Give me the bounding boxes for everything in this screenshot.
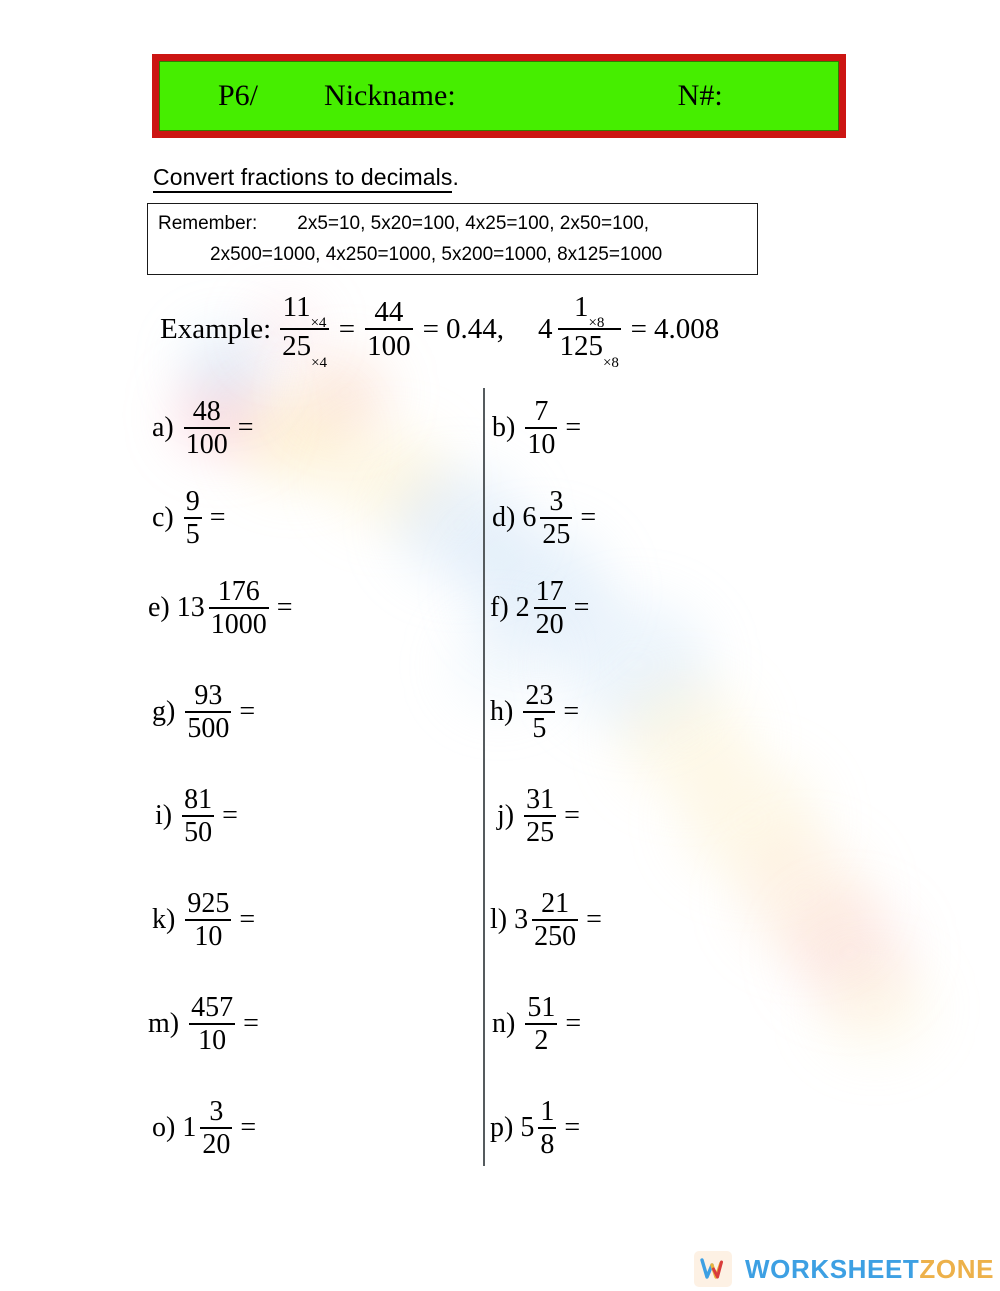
- problem-m[interactable]: [148, 993, 259, 1055]
- example-fraction-1-den-multiplier: ×4: [311, 354, 327, 371]
- problem-e-denominator: 1000: [210, 609, 267, 641]
- problem-b-numerator: 7: [534, 396, 549, 427]
- problem-l-label: l): [490, 904, 508, 936]
- problem-c-numerator: 9: [185, 486, 200, 517]
- problem-e-fraction: [209, 577, 269, 639]
- problem-o-whole-number: 1: [182, 1112, 197, 1144]
- problem-l-denominator: 250: [534, 921, 577, 953]
- problem-g-denominator: 500: [187, 713, 230, 745]
- problem-d-label: d): [492, 502, 516, 534]
- problem-p-numerator: 1: [540, 1096, 555, 1127]
- problem-f-equals: =: [573, 592, 590, 624]
- problem-h-numerator: 23: [525, 680, 554, 711]
- problem-f-numerator: 17: [535, 576, 564, 607]
- problem-f-label: f): [490, 592, 509, 624]
- class-label: P6/: [218, 79, 259, 112]
- problem-i-equals: =: [222, 800, 238, 832]
- problem-a-fraction: [184, 397, 230, 459]
- problem-m-equals: =: [243, 1008, 259, 1040]
- remember-title: Remember:: [158, 213, 258, 234]
- problem-o[interactable]: [152, 1097, 256, 1159]
- problem-n-fraction: [525, 993, 557, 1055]
- problem-j-equals: =: [564, 800, 580, 832]
- problem-g[interactable]: [152, 681, 255, 743]
- problem-k[interactable]: [152, 889, 255, 951]
- problem-n-numerator: 51: [527, 992, 556, 1023]
- problem-g-equals: =: [239, 696, 256, 728]
- example-result-1: 0.44,: [446, 312, 505, 345]
- example-equals-2: =: [422, 312, 440, 345]
- example-fraction-1-num-multiplier: ×4: [310, 315, 327, 332]
- problem-n-equals: =: [565, 1008, 582, 1040]
- problem-i-label: i): [155, 800, 173, 832]
- problem-a-label: a): [152, 412, 174, 444]
- example-whole-number: 4: [538, 312, 553, 345]
- problem-m-label: m): [148, 1008, 180, 1040]
- problem-c-label: c): [152, 502, 174, 534]
- problem-h-denominator: 5: [532, 713, 547, 745]
- example-fraction-2: [365, 297, 413, 361]
- nickname-label: Nickname:: [324, 79, 456, 112]
- problem-c[interactable]: [152, 487, 226, 549]
- problem-k-equals: =: [239, 904, 256, 936]
- student-name-bar-inner: [159, 61, 839, 131]
- problem-m-fraction: [189, 993, 235, 1055]
- problem-f-whole-number: 2: [515, 592, 530, 624]
- problem-k-label: k): [152, 904, 176, 936]
- problem-e-label: e): [148, 592, 170, 624]
- logo-text-zone: ZONE: [919, 1253, 995, 1284]
- problem-c-denominator: 5: [185, 519, 200, 551]
- example-fraction-2-numerator: 44: [374, 296, 404, 329]
- problem-l-numerator: 21: [541, 888, 570, 919]
- problem-j-fraction: [524, 785, 556, 847]
- problem-h-fraction: [523, 681, 555, 743]
- problem-h[interactable]: [490, 681, 579, 743]
- problem-d-denominator: 25: [542, 519, 571, 551]
- worksheet-title-text: Convert fractions to decimals: [153, 164, 452, 193]
- problem-b[interactable]: [492, 397, 581, 459]
- worksheet-title-period: .: [452, 164, 459, 190]
- problem-g-fraction: [185, 681, 231, 743]
- problem-o-denominator: 20: [202, 1129, 231, 1161]
- worksheetzone-w-icon: [694, 1251, 732, 1287]
- problem-i[interactable]: [155, 785, 238, 847]
- problem-d-numerator: 3: [549, 486, 564, 517]
- problem-b-label: b): [492, 412, 516, 444]
- worksheet-title: [153, 164, 459, 191]
- problem-a[interactable]: [152, 397, 254, 459]
- problem-h-equals: =: [563, 696, 580, 728]
- remember-facts-line-1: 2x5=10, 5x20=100, 4x25=100, 2x50=100,: [297, 213, 650, 234]
- remember-facts-line-2: 2x500=1000, 4x250=1000, 5x200=1000, 8x125=1000: [210, 244, 663, 265]
- problem-i-numerator: 81: [184, 784, 213, 815]
- problem-f-denominator: 20: [535, 609, 564, 641]
- remember-box: [147, 203, 758, 275]
- problem-g-label: g): [152, 696, 176, 728]
- problem-p-denominator: 8: [540, 1129, 555, 1161]
- problem-k-fraction: [185, 889, 231, 951]
- problem-e-whole-number: 13: [176, 592, 205, 624]
- problem-i-denominator: 50: [184, 817, 213, 849]
- problem-n[interactable]: [492, 993, 581, 1055]
- problem-a-denominator: 100: [185, 429, 228, 461]
- problem-e-numerator: 176: [217, 576, 260, 607]
- problem-g-numerator: 93: [194, 680, 223, 711]
- problem-b-fraction: [525, 397, 557, 459]
- example-fraction-3-denominator: $125_{\times 8}$: [559, 330, 619, 371]
- problem-k-numerator: 925: [187, 888, 230, 919]
- problem-d[interactable]: [492, 487, 596, 549]
- logo-text-worksheet: WORKSHEET: [745, 1253, 920, 1284]
- problem-d-equals: =: [580, 502, 597, 534]
- remember-line-1: [158, 213, 649, 235]
- problem-j[interactable]: [497, 785, 580, 847]
- problem-b-denominator: 10: [527, 429, 556, 461]
- example-equals-3: =: [630, 312, 648, 345]
- problem-l-equals: =: [586, 904, 602, 936]
- problem-l[interactable]: [490, 889, 602, 951]
- problem-p-equals: =: [564, 1112, 581, 1144]
- problem-d-fraction: [540, 487, 572, 549]
- problem-f-fraction: [534, 577, 566, 639]
- example-fraction-1: [280, 291, 329, 371]
- problem-e[interactable]: [148, 577, 293, 639]
- problem-o-fraction: [200, 1097, 232, 1159]
- problem-n-denominator: 2: [534, 1025, 549, 1057]
- problem-a-numerator: 48: [192, 396, 221, 427]
- student-name-bar: [152, 54, 846, 138]
- example-fraction-1-denominator: $25_{\times 4}$: [282, 330, 327, 371]
- example-fraction-3-numerator: $1_{\times 8}$: [574, 291, 605, 332]
- problem-n-label: n): [492, 1008, 516, 1040]
- problem-f[interactable]: [490, 577, 589, 639]
- example-fraction-3: [558, 291, 621, 371]
- problem-p-fraction: [538, 1097, 556, 1159]
- number-label: N#:: [677, 79, 723, 112]
- problem-j-numerator: 31: [526, 784, 555, 815]
- problem-p-whole-number: 5: [520, 1112, 535, 1144]
- problem-l-fraction: [532, 889, 578, 951]
- example-fraction-3-num-multiplier: ×8: [588, 315, 605, 332]
- example-fraction-1-numerator: $11_{\times 4}$: [282, 291, 327, 332]
- worksheetzone-wordmark: [745, 1254, 994, 1285]
- example-label: Example:: [160, 312, 272, 345]
- problem-m-numerator: 457: [191, 992, 234, 1023]
- problem-m-denominator: 10: [198, 1025, 227, 1057]
- problem-i-fraction: [182, 785, 214, 847]
- problem-o-equals: =: [240, 1112, 257, 1144]
- problem-a-equals: =: [237, 412, 254, 444]
- example-row: [160, 291, 720, 371]
- column-divider: [483, 388, 485, 1166]
- problem-d-whole-number: 6: [522, 502, 537, 534]
- worksheetzone-logo: [694, 1251, 994, 1287]
- problem-e-equals: =: [276, 592, 293, 624]
- problem-l-whole-number: 3: [514, 904, 529, 936]
- problem-b-equals: =: [565, 412, 582, 444]
- problem-o-label: o): [152, 1112, 176, 1144]
- problem-p[interactable]: [490, 1097, 580, 1159]
- example-fraction-3-den-multiplier: ×8: [603, 354, 619, 371]
- problem-o-numerator: 3: [209, 1096, 224, 1127]
- problem-j-denominator: 25: [526, 817, 555, 849]
- problem-c-fraction: [184, 487, 202, 549]
- example-fraction-2-denominator: 100: [367, 330, 411, 363]
- problem-h-label: h): [490, 696, 514, 728]
- problem-k-denominator: 10: [194, 921, 223, 953]
- problem-p-label: p): [490, 1112, 514, 1144]
- problem-c-equals: =: [209, 502, 226, 534]
- example-result-2: 4.008: [654, 312, 720, 345]
- problem-j-label: j): [497, 800, 515, 832]
- example-equals-1: =: [338, 312, 356, 345]
